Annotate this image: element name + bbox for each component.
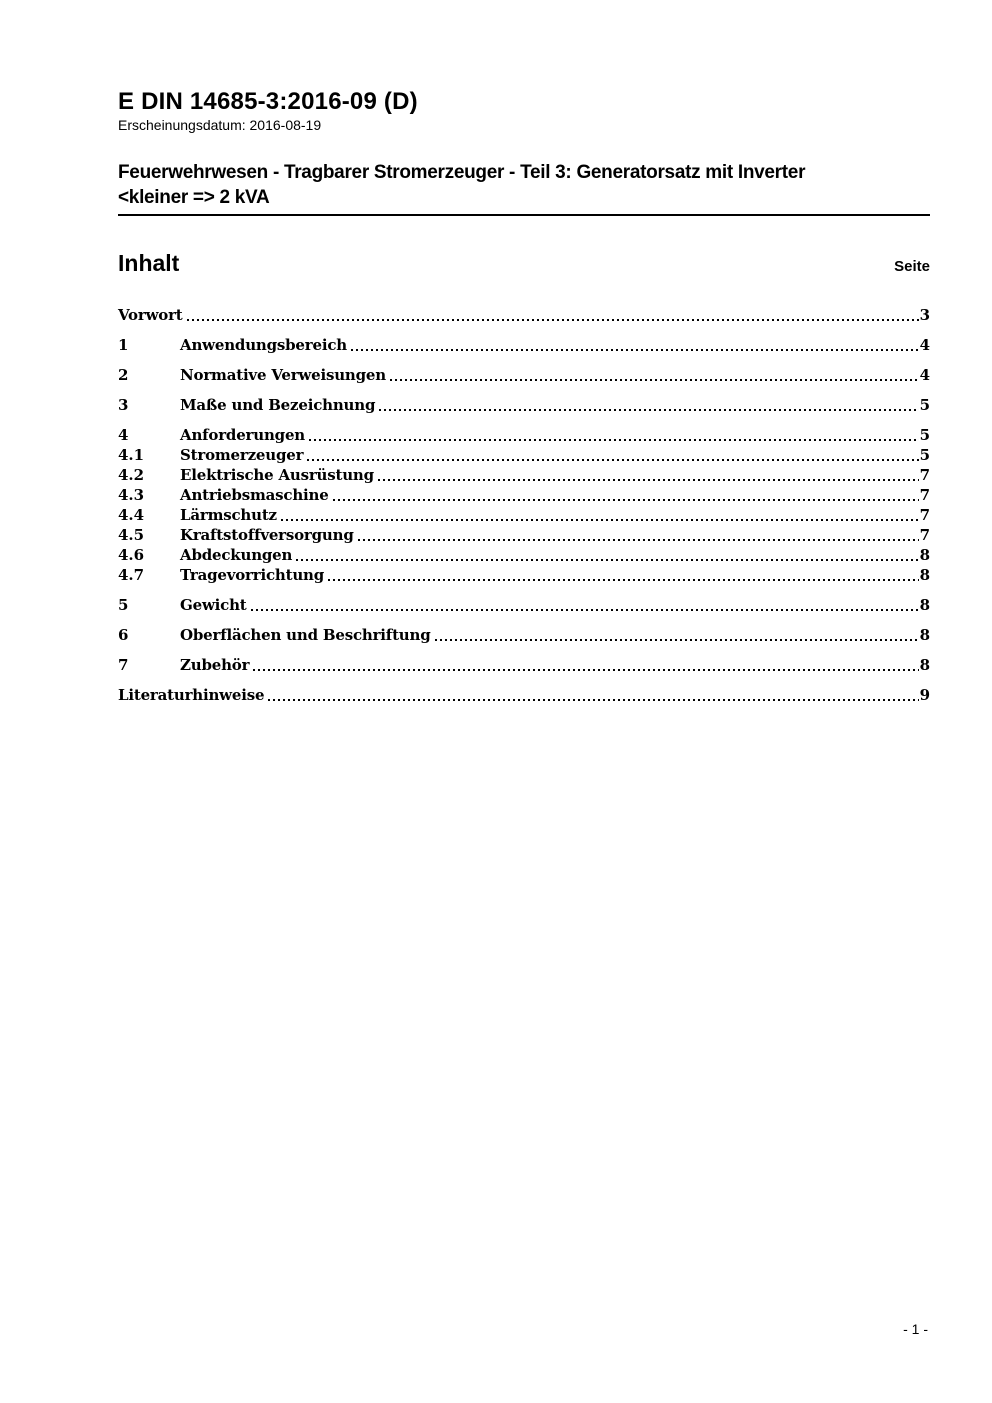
toc-leader-dots	[435, 639, 919, 641]
toc-entry-number: 4.7	[118, 566, 145, 584]
title-divider	[118, 214, 930, 216]
toc-entry-page: 5	[919, 446, 930, 464]
toc-entry-label: Normative Verweisungen	[180, 366, 386, 384]
toc-entry-number: 3	[118, 396, 129, 414]
toc-leader-dots	[351, 349, 919, 351]
toc-entry	[118, 305, 930, 325]
toc-entry	[118, 365, 930, 385]
toc-entry	[118, 425, 930, 445]
toc-entry	[118, 545, 930, 565]
toc-entry-label: Gewicht	[180, 596, 247, 614]
toc-entry	[118, 465, 930, 485]
toc-entry-label: Abdeckungen	[180, 546, 293, 564]
toc-entry-number: 4.6	[118, 546, 145, 564]
toc-entry-page: 8	[919, 546, 930, 564]
toc-leader-dots	[187, 319, 919, 321]
toc-entry-number: 4.1	[118, 446, 145, 464]
toc-leader-dots	[253, 669, 918, 671]
toc-entry-label: Anwendungsbereich	[180, 336, 347, 354]
toc-entry-page: 7	[919, 466, 930, 484]
toc-entry-number: 1	[118, 336, 129, 354]
toc-entry-page: 7	[919, 486, 930, 504]
toc-entry	[118, 655, 930, 675]
footer-page-number: - 1 -	[903, 1321, 928, 1337]
toc-entry	[118, 445, 930, 465]
toc-entry-label: Vorwort	[118, 306, 183, 324]
toc-entry-number: 4.4	[118, 506, 145, 524]
toc-entry-label: Lärmschutz	[180, 506, 277, 524]
document-number: E DIN 14685-3:2016-09 (D)	[118, 88, 418, 115]
toc-entry-page: 8	[919, 656, 930, 674]
toc-leader-dots	[358, 539, 919, 541]
toc-entry-page: 4	[919, 336, 930, 354]
toc-entry-label: Literaturhinweise	[118, 686, 265, 704]
toc-entry-page: 3	[919, 306, 930, 324]
toc-entry-number: 7	[118, 656, 129, 674]
toc-entry-label: Maße und Bezeichnung	[180, 396, 376, 414]
toc-leader-dots	[390, 379, 919, 381]
toc-leader-dots	[251, 609, 919, 611]
toc-leader-dots	[296, 559, 918, 561]
toc-entry-page: 5	[919, 396, 930, 414]
toc-entry-label: Zubehör	[180, 656, 250, 674]
toc-entry	[118, 565, 930, 585]
toc-leader-dots	[281, 519, 919, 521]
toc-leader-dots	[309, 439, 919, 441]
toc-entry-number: 2	[118, 366, 129, 384]
toc-header	[118, 249, 930, 277]
toc-entry-page: 4	[919, 366, 930, 384]
document-title	[118, 160, 930, 210]
toc-entry	[118, 395, 930, 415]
document-title-line2: <kleiner => 2 kVA	[118, 187, 270, 208]
toc-entry-number: 5	[118, 596, 129, 614]
toc-leader-dots	[379, 409, 918, 411]
toc-entry-number: 4.3	[118, 486, 145, 504]
toc-leader-dots	[268, 699, 918, 701]
toc-entry-number: 4.2	[118, 466, 145, 484]
toc-heading: Inhalt	[118, 250, 180, 276]
toc-entry	[118, 625, 930, 645]
release-date: Erscheinungsdatum: 2016-08-19	[118, 117, 322, 133]
toc-list	[118, 305, 930, 705]
toc-entry-label: Tragevorrichtung	[180, 566, 325, 584]
toc-entry-label: Stromerzeuger	[180, 446, 304, 464]
toc-leader-dots	[328, 579, 919, 581]
toc-entry-number: 6	[118, 626, 129, 644]
toc-entry-number: 4.5	[118, 526, 145, 544]
toc-entry-page: 8	[919, 596, 930, 614]
toc-page-column-label: Seite	[894, 258, 930, 275]
toc-entry-label: Oberflächen und Beschriftung	[180, 626, 431, 644]
toc-leader-dots	[307, 459, 918, 461]
toc-entry	[118, 595, 930, 615]
toc-entry-page: 8	[919, 626, 930, 644]
toc-entry-page: 5	[919, 426, 930, 444]
toc-entry-label: Antriebsmaschine	[180, 486, 329, 504]
document-title-line1: Feuerwehrwesen - Tragbarer Stromerzeuger - Teil 3: Generatorsatz mit Inverter	[118, 162, 806, 183]
toc-leader-dots	[378, 479, 919, 481]
toc-entry	[118, 505, 930, 525]
toc-entry-label: Elektrische Ausrüstung	[180, 466, 374, 484]
toc-entry	[118, 685, 930, 705]
toc-leader-dots	[333, 499, 919, 501]
toc-entry-page: 9	[919, 686, 930, 704]
toc-entry	[118, 335, 930, 355]
toc-entry-page: 7	[919, 526, 930, 544]
toc-entry-label: Anforderungen	[180, 426, 305, 444]
toc-entry-page: 8	[919, 566, 930, 584]
toc-entry-number: 4	[118, 426, 129, 444]
toc-entry	[118, 485, 930, 505]
toc-entry	[118, 525, 930, 545]
toc-entry-label: Kraftstoffversorgung	[180, 526, 354, 544]
toc-entry-page: 7	[919, 506, 930, 524]
